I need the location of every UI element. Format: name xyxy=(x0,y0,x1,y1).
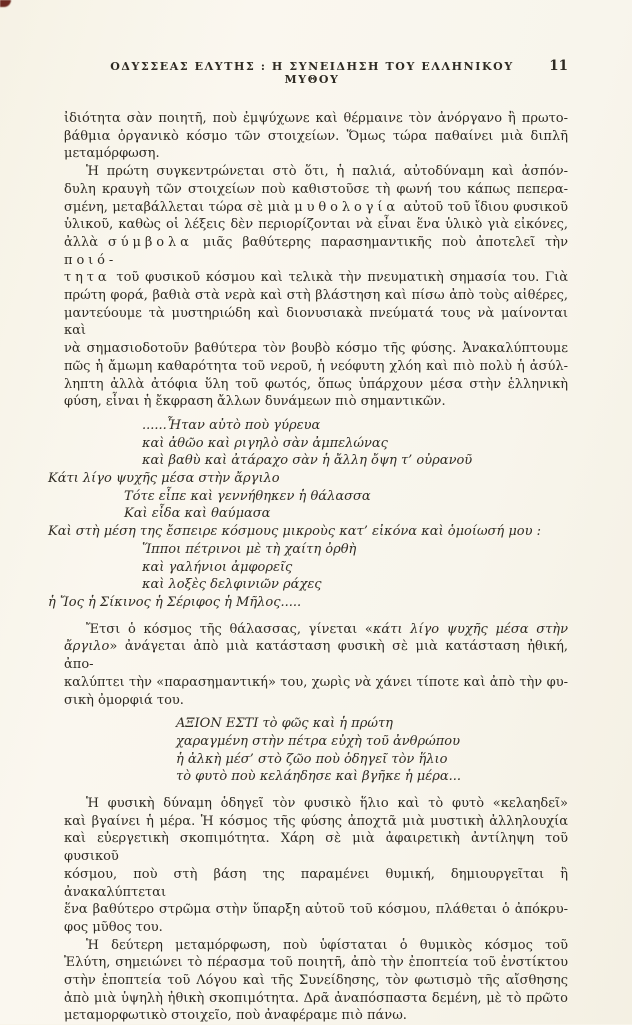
text-line: φος μῦθος του. xyxy=(64,919,163,935)
text-line: Ἔτσι ὁ κόσμος τῆς θάλασσας, γίνεται «κάτι λίγο ψυχῆς μέσα στὴν xyxy=(86,621,568,637)
text-line: ὑλικοῦ, καθὼς οἱ λέξεις δὲν περιορίζονται νὰ εἶναι ἕνα ὑλικὸ γιὰ εἰκόνες, xyxy=(64,217,568,233)
text-line: σμένη, μεταβάλλεται τώρα σὲ μιὰ μυθολογία αὐτοῦ τοῦ ἴδιου φυσικοῦ xyxy=(64,199,568,215)
verse-line: Ἵπποι πέτρινοι μὲ τὴ χαίτη ὀρθὴ xyxy=(142,541,357,557)
text-line: ἀπὸ μιὰ ὑψηλὴ ἠθικὴ σκοπιμότητα. Δρᾶ ἀναπόσπαστα δεμένη, μὲ τὸ πρῶτο xyxy=(64,990,568,1006)
page-number: 11 xyxy=(549,58,568,74)
text-line: κόσμου, ποὺ στὴ βάση της παραμένει θυμική, δημιουργεῖται ἢ ἀνακαλύπτεται xyxy=(64,866,568,900)
paragraph-3 xyxy=(64,621,568,710)
verse-line: ΑΞΙΟΝ ΕΣΤΙ τὸ φῶς καὶ ἡ πρώτη xyxy=(176,716,393,732)
verse-line: Τότε εἶπε καὶ γεννήθηκεν ἡ θάλασσα xyxy=(124,488,371,504)
text-line: ἕνα βαθύτερο στρῶμα στὴν ὕπαρξη αὐτοῦ τοῦ κόσμου, πλάθεται ὁ ἀπόκρυ- xyxy=(64,902,568,918)
verse-line: χαραγμένη στὴν πέτρα εὐχὴ τοῦ ἀνθρώπου xyxy=(176,733,461,749)
text-line: μαντεύουμε τὰ μυστηριώδη καὶ διονυσιακὰ πνεύματά τους νὰ μαίνονται καὶ xyxy=(64,305,568,339)
text-line: Ἡ πρώτη συγκεντρώνεται στὸ ὅτι, ἡ παλιά, αὐτοδύναμη καὶ ἀσπόν- xyxy=(86,164,568,180)
text-line: καλύπτει τὴν «παρασημαντική» του, χωρὶς νὰ χάνει τίποτε καὶ ἀπὸ τὴν φυ- xyxy=(64,674,568,690)
verse-quote-2 xyxy=(64,715,568,786)
text-line: νὰ σημασιοδοτοῦν βαθύτερα τὸν βουβὸ κόσμο τῆς φύσης. Ἀνακαλύπτουμε xyxy=(64,341,568,357)
verse-line: Καὶ στὴ μέση της ἔσπειρε κόσμους μικροὺς κατ’ εἰκόνα καὶ ὁμοίωσή μου : xyxy=(48,524,542,540)
verse-line: τὸ φυτὸ ποὺ κελάηδησε καὶ βγῆκε ἡ μέρα... xyxy=(176,769,462,785)
text-line: Ἐλύτη, σημειώνει τὸ πέρασμα τοῦ ποιητῆ, ἀπὸ τὴν ἐποπτεία τοῦ ἐνστίκτου xyxy=(64,955,568,971)
page-body xyxy=(48,110,569,1025)
text-line: μεταμόρφωση. xyxy=(64,146,160,162)
verse-line: καὶ γαλήνιοι ἀμφορεῖς xyxy=(142,559,293,575)
text-line: βάθμια ὀργανικὸ κόσμο τῶν στοιχείων. Ὅμως τώρα παθαίνει μιὰ διπλῆ xyxy=(64,128,568,144)
verse-line: Κάτι λίγο ψυχῆς μέσα στὴν ἄργιλο xyxy=(48,471,280,487)
verse-quote-1 xyxy=(48,417,568,612)
text-line: ἰδιότητα σὰν ποιητῆ, ποὺ ἐμψύχωνε καὶ θέρμαινε τὸν ἀνόργανο ἢ πρωτο- xyxy=(64,111,568,126)
verse-line: καὶ ἀθῶο καὶ ριγηλὸ σὰν ἀμπελώνας xyxy=(142,435,388,451)
text-line: τητα τοῦ φυσικοῦ κόσμου καὶ τελικὰ τὴν πνευματικὴ σημασία του. Γιὰ xyxy=(64,270,568,286)
scan-speck xyxy=(0,0,11,7)
verse-line: καὶ βαθὺ καὶ ἀτάραχο σὰν ἡ ἄλλη ὄψη τ’ οὐρανοῦ xyxy=(142,453,473,469)
text-line: στὴν ἐποπτεία τοῦ Λόγου καὶ τῆς Συνείδησης, τὸν φωτισμὸ τῆς αἴσθησης xyxy=(64,973,568,989)
verse-line: ......Ἦταν αὐτὸ ποὺ γύρευα xyxy=(142,417,321,433)
text-line: πῶς ἡ ἄμωμη καθαρότητα τοῦ νεροῦ, ἡ νεόφυτη χλόη καὶ πιὸ πολὺ ἡ ἀσύλ- xyxy=(64,358,568,374)
paragraph-1 xyxy=(64,110,568,163)
text-line: ἀλλὰ σύμβολα μιᾶς βαθύτερης παρασημαντικῆς ποὺ ἀποτελεῖ τὴν ποιό- xyxy=(64,234,569,268)
verse-line: Καὶ εἶδα καὶ θαύμασα xyxy=(124,506,271,522)
paragraph-2 xyxy=(64,163,568,411)
verse-line: καὶ λοξὲς δελφινιῶν ράχες xyxy=(142,577,322,593)
text-line: πρώτη φορά, βαθιὰ στὰ νερὰ καὶ στὴ βλάστηση καὶ πίσω ἀπὸ τοὺς αἰθέρες, xyxy=(64,288,568,304)
text-line: Ἡ φυσικὴ δύναμη ὁδηγεῖ τὸν φυσικὸ ἥλιο καὶ τὸ φυτὸ «κελαηδεῖ» xyxy=(86,796,568,812)
verse-line: ἡ ἀλκὴ μέσ’ στὸ ζῶο ποὺ ὁδηγεῖ τὸν ἥλιο xyxy=(176,751,448,767)
paragraph-4 xyxy=(64,795,568,937)
text-line: μεταμορφωτικὸ στοιχεῖο, ποὺ ἀναφέραμε πιὸ πάνω. xyxy=(64,1008,407,1024)
text-line: δυλη κραυγὴ τῶν στοιχείων ποὺ καθιστοῦσε τὴ φωνή του κάπως πεπερα- xyxy=(64,181,568,197)
text-line: ληπτη ἀλλὰ ἀτόφια ὕλη τοῦ φωτός, ὅπως ὑπάρχουν μέσα στὴν ἑλληνικὴ xyxy=(64,376,568,392)
running-title: ΟΔΥΣΣΕΑΣ ΕΛΥΤΗΣ : Η ΣΥΝΕΙΔΗΣΗ ΤΟΥ ΕΛΛΗΝΙΚΟΥ ΜΥΘΟΥ xyxy=(110,60,514,86)
running-head xyxy=(64,58,568,86)
text-line: φύση, εἶναι ἡ ἔκφραση ἄλλων δυνάμεων πιὸ σημαντικῶν. xyxy=(64,394,446,410)
text-line: καὶ βγαίνει ἡ μέρα. Ἡ κόσμος τῆς φύσης ἀποχτᾶ μιὰ μυστικὴ ἀλληλουχία xyxy=(64,813,568,829)
text-line: Ἡ δεύτερη μεταμόρφωση, ποὺ ὑφίσταται ὁ θυμικὸς κόσμος τοῦ xyxy=(86,937,568,953)
text-line: σικὴ ὀμορφιά του. xyxy=(64,692,184,708)
paragraph-5 xyxy=(64,937,568,1025)
text-line: ἄργιλο» ἀνάγεται ἀπὸ μιὰ κατάσταση φυσικὴ σὲ μιὰ κατάσταση ἠθική, ἀπο- xyxy=(64,639,568,673)
text-line: καὶ εὐεργετικὴ σκοπιμότητα. Χάρη σὲ μιὰ ἀφαιρετικὴ ἀντίληψη τοῦ φυσικοῦ xyxy=(64,831,568,865)
verse-line: ἡ Ἴος ἡ Σίκινος ἡ Σέριφος ἡ Μῆλος..... xyxy=(48,594,302,610)
